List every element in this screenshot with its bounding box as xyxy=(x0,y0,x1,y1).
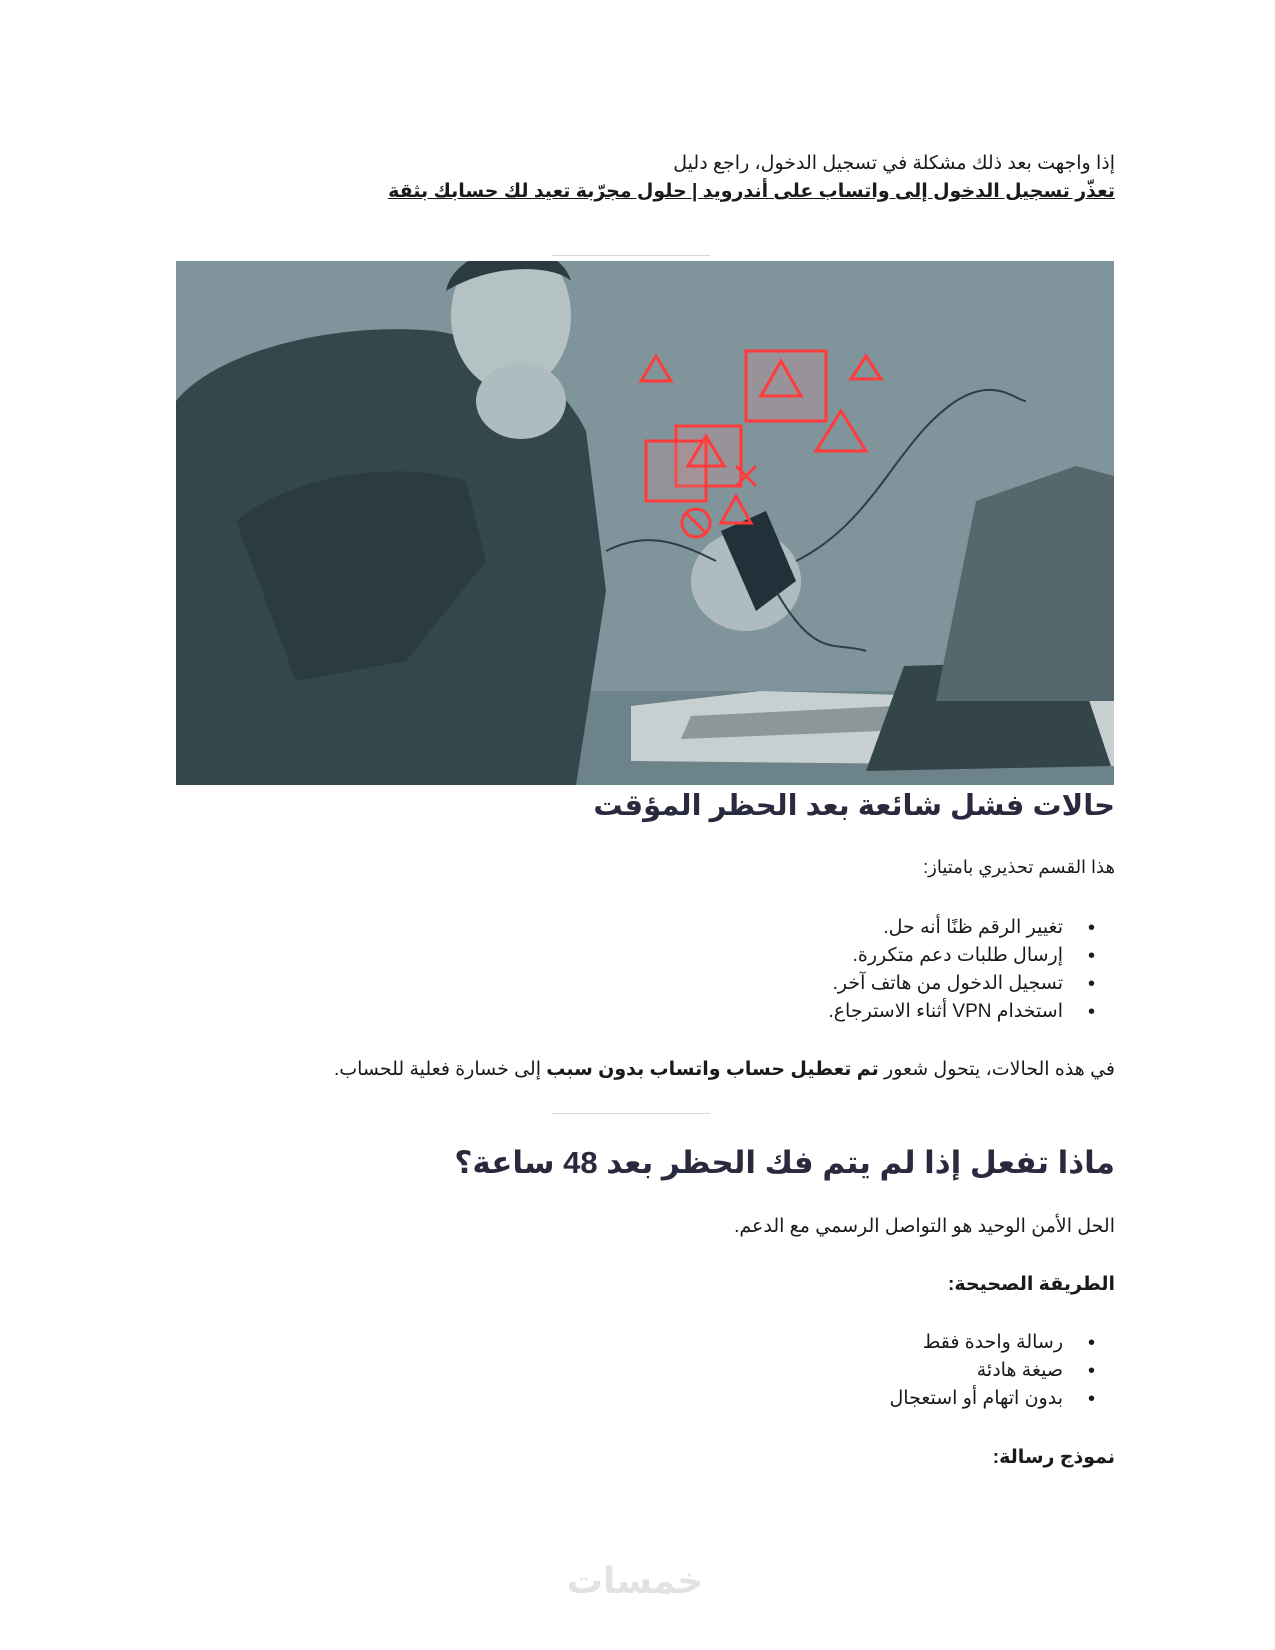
method-label: الطريقة الصحيحة: xyxy=(948,1274,1115,1295)
list-item: • استخدام VPN أثناء الاسترجاع. xyxy=(828,998,1115,1026)
list-item: • تسجيل الدخول من هاتف آخر. xyxy=(828,970,1115,998)
result-prefix: في هذه الحالات، يتحول شعور xyxy=(878,1059,1115,1080)
result-paragraph xyxy=(334,1058,1115,1081)
hero-illustration xyxy=(176,261,1114,785)
guide-link[interactable]: تعذّر تسجيل الدخول إلى واتساب على أندرويد | حلول مجرّبة تعيد لك حسابك بثقة xyxy=(388,181,1115,202)
method-list xyxy=(889,1329,1115,1413)
list-item: • رسالة واحدة فقط xyxy=(889,1329,1115,1357)
section-heading-failures: حالات فشل شائعة بعد الحظر المؤقت xyxy=(593,790,1115,822)
list-item: • تغيير الرقم ظنًا أنه حل. xyxy=(828,914,1115,942)
safe-solution-paragraph: الحل الأمن الوحيد هو التواصل الرسمي مع الدعم. xyxy=(734,1216,1115,1237)
warning-paragraph: هذا القسم تحذيري بامتياز: xyxy=(923,857,1115,877)
list-item: • إرسال طلبات دعم متكررة. xyxy=(828,942,1115,970)
watermark-logo: خمسات xyxy=(566,1560,704,1601)
divider xyxy=(552,255,710,256)
result-suffix: إلى خسارة فعلية للحساب. xyxy=(333,1059,547,1080)
result-bold: تم تعطيل حساب واتساب بدون سبب xyxy=(546,1059,879,1080)
intro-paragraph xyxy=(388,150,1115,206)
list-item: • صيغة هادئة xyxy=(889,1357,1115,1385)
section-heading-48h: ماذا تفعل إذا لم يتم فك الحظر بعد 48 ساعة؟ xyxy=(454,1145,1115,1180)
list-item: • بدون اتهام أو استعجال xyxy=(889,1385,1115,1413)
sample-message-label: نموذج رسالة: xyxy=(992,1447,1115,1468)
intro-text: إذا واجهت بعد ذلك مشكلة في تسجيل الدخول، راجع دليل xyxy=(673,153,1115,174)
divider xyxy=(552,1113,710,1114)
failure-list xyxy=(828,914,1115,1026)
